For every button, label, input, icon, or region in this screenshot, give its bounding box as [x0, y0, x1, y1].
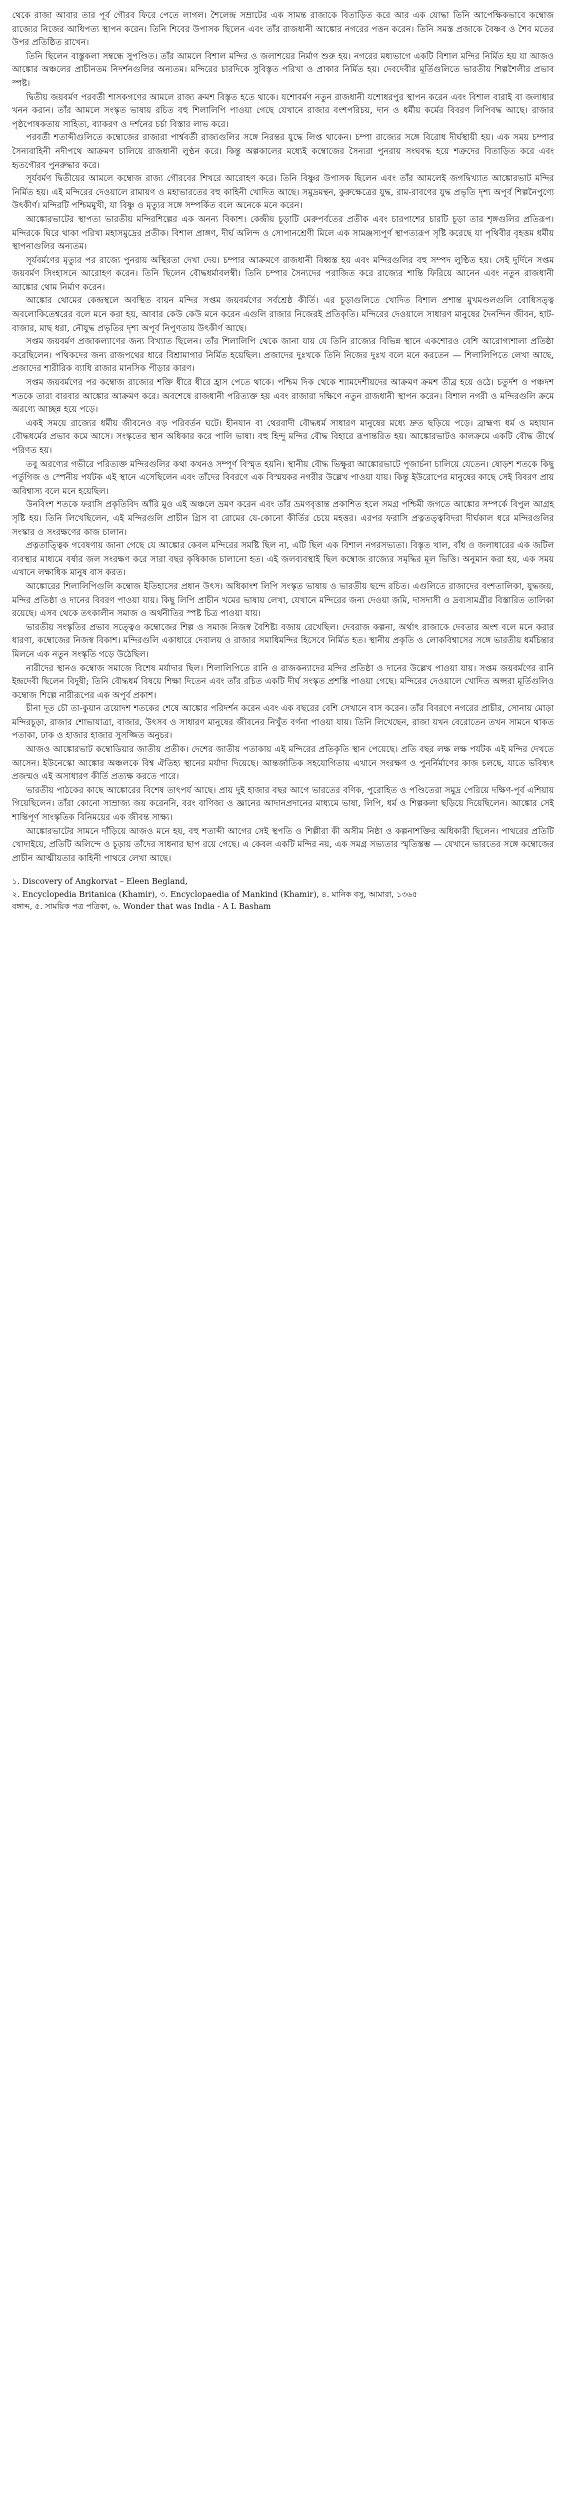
- paragraph: চীনা দূত চৌ তা-কুয়ান ত্রয়োদশ শতকের শেষে আঙ্কোর পরিদর্শন করেন এবং এক বছরের বেশি সেখানে বাস করেন। তাঁর বিবরণে নগরের প্রাচীর, সোনায় মোড়া মন্দিরচূড়া, রাজার শোভাযাত্রা, বাজার, উৎসব ও সাধারণ মানুষের জীবনের নিখুঁত বর্ণনা পাওয়া যায়। তিনি লিখেছেন, রাজা যখন বেরোতেন তখন সামনে থাকত পতাকা, ঢাক ও হাজার হাজার সুসজ্জিত অনুচর।: [12, 704, 554, 742]
- article-body: [12, 10, 554, 866]
- reference-line: ২. Encyclopedia Britanica (Khamir), ৩. Encyclopaedia of Mankind (Khamir), ৪. মানিক বসু, আমারা, ১৩৬৫: [12, 889, 418, 899]
- paragraph: সপ্তম জয়বর্মণের পর কম্বোজ রাজ্যের শক্তি ধীরে ধীরে হ্রাস পেতে থাকে। পশ্চিম দিক থেকে শ্যামদেশীয়দের আক্রমণ ক্রমশ তীব্র হয়ে ওঠে। চতুর্দশ ও পঞ্চদশ শতকে তারা বারবার আঙ্কোর আক্রমণ করে। অবশেষে রাজধানী পরিত্যক্ত হয় এবং রাজারা দক্ষিণে নতুন রাজধানী স্থাপন করেন। বিশাল নগরী ও মন্দিরগুলি ক্রমে অরণ্যে আচ্ছন্ন হয়ে পড়ে।: [12, 378, 554, 416]
- paragraph: ভারতীয় সংস্কৃতির প্রভাব সত্ত্বেও কম্বোজের শিল্প ও সমাজ নিজস্ব বৈশিষ্ট্য বজায় রেখেছিল। দেবরাজ কল্পনা, অর্থাৎ রাজাকে দেবতার অংশ বলে মনে করার ধারণা, কম্বোজের নিজস্ব বিকাশ। মন্দিরগুলি একাধারে দেবালয় ও রাজার সমাধিমন্দির হিসেবে নির্মিত হত। স্থানীয় প্রকৃতি ও লোকবিশ্বাসের সঙ্গে ভারতীয় ধর্মচিন্তার মিলনে এক নতুন সংস্কৃতি গড়ে উঠেছিল।: [12, 622, 554, 660]
- paragraph: আঙ্কোরভাটের সামনে দাঁড়িয়ে আজও মনে হয়, বহু শতাব্দী আগের সেই স্থপতি ও শিল্পীরা কী অসীম নিষ্ঠা ও কল্পনাশক্তির অধিকারী ছিলেন। পাথরের প্রতিটি খোদাইয়ে, প্রতিটি অলিন্দে ও চূড়ায় তাঁদের সাধনার ছাপ রয়ে গেছে। এ কেবল একটি মন্দির নয়, এক সমগ্র সভ্যতার স্মৃতিস্তম্ভ — যেখানে ভারতের সঙ্গে কম্বোজের প্রাচীন আত্মীয়তার কাহিনী পাথরে লেখা আছে।: [12, 826, 554, 864]
- paragraph: তবু অরণ্যের গভীরে পরিত্যক্ত মন্দিরগুলির কথা কখনও সম্পূর্ণ বিস্মৃত হয়নি। স্থানীয় বৌদ্ধ ভিক্ষুরা আঙ্কোরভাটে পূজার্চনা চালিয়ে যেতেন। ষোড়শ শতকে কিছু পর্তুগিজ ও স্পেনীয় পর্যটক এই স্থানে এসেছিলেন এবং তাঁদের বিবরণে এক বিস্ময়কর নগরীর উল্লেখ পাওয়া যায়। কিন্তু ইউরোপের মানুষের কাছে সেই বিবরণ প্রায় অবিশ্বাস্য বলে মনে হয়েছিল।: [12, 459, 554, 497]
- paragraph: পরবর্তী শতাব্দীগুলিতে কম্বোজের রাজারা পার্শ্ববর্তী রাজ্যগুলির সঙ্গে নিরন্তর যুদ্ধে লিপ্ত থাকেন। চম্পা রাজ্যের সঙ্গে বিরোধ দীর্ঘস্থায়ী হয়। এক সময় চম্পার সৈন্যবাহিনী নদীপথে আক্রমণ চালিয়ে রাজধানী লুণ্ঠন করে। কিন্তু অল্পকালের মধ্যেই কম্বোজের সৈন্যরা পুনরায় সংঘবদ্ধ হয়ে শত্রুদের বিতাড়িত করে এবং হৃতগৌরব পুনরুদ্ধার করে।: [12, 133, 554, 171]
- paragraph: প্রত্নতাত্ত্বিক গবেষণায় জানা গেছে যে আঙ্কোর কেবল মন্দিরের সমষ্টি ছিল না, এটি ছিল এক বিশাল নগরসভ্যতা। বিস্তৃত খাল, বাঁধ ও জলাধারের এক জটিল ব্যবস্থার মাধ্যমে বর্ষার জল সংরক্ষণ করে সারা বছর কৃষিকাজ চালানো হত। এই জলব্যবস্থাই ছিল কম্বোজ রাজ্যের সমৃদ্ধির মূল ভিত্তি। অনুমান করা হয়, এক সময় এখানে লক্ষাধিক মানুষ বাস করত।: [12, 541, 554, 579]
- paragraph: একই সময়ে রাজ্যের ধর্মীয় জীবনেও বড় পরিবর্তন ঘটে। হীনযান বা থেরবাদী বৌদ্ধধর্ম সাধারণ মানুষের মধ্যে দ্রুত ছড়িয়ে পড়ে। ব্রাহ্মণ্য ধর্ম ও মহাযান বৌদ্ধধর্মের প্রভাব কমে আসে। সংস্কৃতের স্থান অধিকার করে পালি ভাষা। বহু হিন্দু মন্দির বৌদ্ধ বিহারে রূপান্তরিত হয়। আঙ্কোরভাটও কালক্রমে একটি বৌদ্ধ তীর্থে পরিণত হয়।: [12, 418, 554, 456]
- references: [12, 876, 554, 914]
- paragraph: আজও আঙ্কোরভাট কম্বোডিয়ার জাতীয় প্রতীক। দেশের জাতীয় পতাকায় এই মন্দিরের প্রতিকৃতি স্থান পেয়েছে। প্রতি বছর লক্ষ লক্ষ পর্যটক এই মন্দির দেখতে আসেন। ইউনেস্কো আঙ্কোর অঞ্চলকে বিশ্ব ঐতিহ্য স্থানের মর্যাদা দিয়েছে। আন্তর্জাতিক সহযোগিতায় এখানে সংরক্ষণ ও পুনর্নির্মাণের কাজ চলছে, যাতে ভবিষ্যৎ প্রজন্মও এই অসাধারণ কীর্তি প্রত্যক্ষ করতে পারে।: [12, 745, 554, 783]
- reference-line: ১. Discovery of Angkorvat – Eleen Begland,: [12, 877, 188, 887]
- paragraph: তিনি ছিলেন বাস্তুকলা সম্বন্ধে সুপণ্ডিত। তাঁর আমলে বিশাল মন্দির ও জলাশয়ের নির্মাণ শুরু হয়। নগরের মধ্যভাগে একটি বিশাল মন্দির নির্মিত হয় যা আজও আঙ্কোর অঞ্চলের প্রাচীনতম নিদর্শনগুলির অন্যতম। মন্দিরের চারদিকে সুবিস্তৃত পরিখা ও প্রাকার নির্মিত হয়। দেবদেবীর মূর্তিগুলিতে ভারতীয় শিল্পশৈলীর প্রভাব স্পষ্ট।: [12, 51, 554, 89]
- paragraph: সূর্যবর্মণের মৃত্যুর পর রাজ্যে পুনরায় অস্থিরতা দেখা দেয়। চম্পার আক্রমণে রাজধানী বিধ্বস্ত হয় এবং মন্দিরগুলির বহু সম্পদ লুণ্ঠিত হয়। সেই দুর্দিনে সপ্তম জয়বর্মণ সিংহাসনে আরোহণ করেন। তিনি ছিলেন বৌদ্ধধর্মাবলম্বী। তিনি চম্পার সৈন্যদের পরাজিত করে রাজ্যের শান্তি ফিরিয়ে আনেন এবং নতুন রাজধানী আঙ্কোর থোম নির্মাণ করেন।: [12, 255, 554, 293]
- paragraph: আঙ্কোর থোমের কেন্দ্রস্থলে অবস্থিত বায়ন মন্দির সপ্তম জয়বর্মণের সর্বশ্রেষ্ঠ কীর্তি। এর চূড়াগুলিতে খোদিত বিশাল প্রশান্ত মুখমণ্ডলগুলি বোধিসত্ত্ব অবলোকিতেশ্বরের বলে মনে করা হয়, আবার কেউ কেউ মনে করেন এগুলি রাজার নিজেরই প্রতিকৃতি। মন্দিরের দেওয়ালে সাধারণ মানুষের দৈনন্দিন জীবন, হাট-বাজার, মাছ ধরা, নৌযুদ্ধ প্রভৃতির দৃশ্য অপূর্ব নিপুণতায় উৎকীর্ণ আছে।: [12, 296, 554, 334]
- paragraph: ভারতীয় পাঠকের কাছে আঙ্কোরের বিশেষ তাৎপর্য আছে। প্রায় দুই হাজার বছর আগে ভারতের বণিক, পুরোহিত ও পণ্ডিতেরা সমুদ্র পেরিয়ে দক্ষিণ-পূর্ব এশিয়ায় গিয়েছিলেন। তাঁরা কোনো সাম্রাজ্য জয় করেননি, বরং বাণিজ্য ও জ্ঞানের আদানপ্রদানের মাধ্যমে ভাষা, লিপি, ধর্ম ও শিল্পকলা ছড়িয়ে দিয়েছিলেন। আঙ্কোর সেই শান্তিপূর্ণ সাংস্কৃতিক বিনিময়ের এক জীবন্ত সাক্ষ্য।: [12, 785, 554, 824]
- paragraph: সূর্যবর্মণ দ্বিতীয়ের আমলে কম্বোজ রাজ্য গৌরবের শিখরে আরোহণ করে। তিনি বিষ্ণুর উপাসক ছিলেন এবং তাঁর আমলেই জগদ্বিখ্যাত আঙ্কোরভাট মন্দির নির্মিত হয়। এই মন্দিরের দেওয়ালে রামায়ণ ও মহাভারতের বহু কাহিনী খোদিত আছে। সমুদ্রমন্থন, কুরুক্ষেত্রের যুদ্ধ, রাম-রাবণের যুদ্ধ প্রভৃতি দৃশ্য অপূর্ব শিল্পনৈপুণ্যে উৎকীর্ণ। মন্দিরটি পশ্চিমমুখী, যা বিষ্ণু ও মৃত্যুর সঙ্গে সম্পর্কিত বলে অনেকে মনে করেন।: [12, 174, 554, 212]
- paragraph: আঙ্কোরভাটের স্থাপত্য ভারতীয় মন্দিরশিল্পের এক অনন্য বিকাশ। কেন্দ্রীয় চূড়াটি মেরুপর্বতের প্রতীক এবং চারপাশের চারটি চূড়া তার শৃঙ্গগুলির প্রতিরূপ। মন্দিরকে ঘিরে থাকা পরিখা মহাসমুদ্রের প্রতীক। বিশাল প্রাঙ্গণ, দীর্ঘ অলিন্দ ও সোপানশ্রেণী মিলে এক সামঞ্জস্যপূর্ণ স্থাপত্যরূপ সৃষ্টি করেছে যা পৃথিবীর বৃহত্তম ধর্মীয় স্থাপনাগুলির অন্যতম।: [12, 214, 554, 253]
- paragraph: থেকে রাজা আবার তার পূর্ব গৌরব ফিরে পেতে লাগল। শৈলেন্দ্র সম্রাটের এক সামন্ত রাজাকে বিতাড়িত করে আর এক যোদ্ধা তিনি আপেক্ষিকভাবে কম্বোজ রাজ্যের নিজের আধিপত্য স্থাপন করেন। তিনি শিবের উপাসক ছিলেন এবং তাঁর রাজধানী আঙ্কোর নগরের পত্তন করেন। তিনি সমস্ত প্রজাকে বৈষ্ণব ও শৈব মতের উপর প্রতিষ্ঠিত রাখেন।: [12, 11, 554, 49]
- paragraph: দ্বিতীয় জয়বর্মণ পরবর্তী শাসকগণের আমলে রাজ্য ক্রমশ বিস্তৃত হতে থাকে। যশোবর্মণ নতুন রাজধানী যশোধরপুর স্থাপন করেন এবং বিশাল বারাই বা জলাধার খনন করান। তাঁর আমলে সংস্কৃত ভাষায় রচিত বহু শিলালিপি পাওয়া গেছে যেখানে রাজার বংশপরিচয়, দান ও ধর্মীয় কর্মের বিবরণ লিপিবদ্ধ আছে। রাজার পৃষ্ঠপোষকতায় সাহিত্য, ব্যাকরণ ও দর্শনের চর্চা বিস্তার লাভ করে।: [12, 92, 554, 130]
- paragraph: আঙ্কোরের শিলালিপিগুলি কম্বোজ ইতিহাসের প্রধান উৎস। অধিকাংশ লিপি সংস্কৃত ভাষায় ও ভারতীয় ছন্দে রচিত। এগুলিতে রাজাদের বংশতালিকা, যুদ্ধজয়, মন্দির প্রতিষ্ঠা ও দানের বিবরণ পাওয়া যায়। কিছু লিপি প্রাচীন খমের ভাষায় লেখা, যেখানে মন্দিরের জন্য দেওয়া জমি, দাসদাসী ও দ্রব্যসামগ্রীর বিস্তারিত তালিকা রয়েছে। এসব থেকে তৎকালীন সমাজ ও অর্থনীতির স্পষ্ট চিত্র পাওয়া যায়।: [12, 581, 554, 620]
- paragraph: সপ্তম জয়বর্মণ প্রজাকল্যাণের জন্য বিখ্যাত ছিলেন। তাঁর শিলালিপি থেকে জানা যায় যে তিনি রাজ্যের বিভিন্ন স্থানে একশোরও বেশি আরোগ্যশালা প্রতিষ্ঠা করেছিলেন। পথিকদের জন্য রাজপথের ধারে বিশ্রামাগার নির্মিত হয়েছিল। প্রজাদের দুঃখকে তিনি নিজের দুঃখ বলে মনে করতেন — শিলালিপিতে লেখা আছে, প্রজাদের শারীরিক ব্যাধি রাজার মানসিক পীড়ার কারণ।: [12, 337, 554, 375]
- paragraph: নারীদের স্থানও কম্বোজ সমাজে বিশেষ মর্যাদার ছিল। শিলালিপিতে রানি ও রাজকন্যাদের মন্দির প্রতিষ্ঠা ও দানের উল্লেখ পাওয়া যায়। সপ্তম জয়বর্মণের রানি ইন্দ্রদেবী ছিলেন বিদুষী; তিনি বৌদ্ধধর্ম বিষয়ে শিক্ষা দিতেন এবং তাঁর রচিত একটি দীর্ঘ সংস্কৃত প্রশস্তি পাওয়া গেছে। মন্দিরের দেওয়ালে খোদিত অপ্সরা মূর্তিগুলিও কম্বোজ শিল্পে নারীরূপের এক অপূর্ব প্রকাশ।: [12, 663, 554, 701]
- reference-line: বঙ্গাব্দ, ৫. সাময়িক পত্র পত্রিকা, ৬. Wonder that was India - A L Basham: [12, 902, 272, 912]
- paragraph: উনবিংশ শতকে ফরাসি প্রকৃতিবিদ আঁরি মুও এই অঞ্চলে ভ্রমণ করেন এবং তাঁর ভ্রমণবৃত্তান্ত প্রকাশিত হলে সমগ্র পশ্চিমী জগতে আঙ্কোর সম্পর্কে বিপুল আগ্রহ সৃষ্টি হয়। তিনি লিখেছিলেন, এই মন্দিরগুলি প্রাচীন গ্রিস বা রোমের যে-কোনো কীর্তির চেয়ে মহত্তর। এরপর ফরাসি প্রত্নতত্ত্ববিদরা দীর্ঘকাল ধরে মন্দিরগুলির সংস্কার ও সংরক্ষণের কাজ চালান।: [12, 500, 554, 538]
